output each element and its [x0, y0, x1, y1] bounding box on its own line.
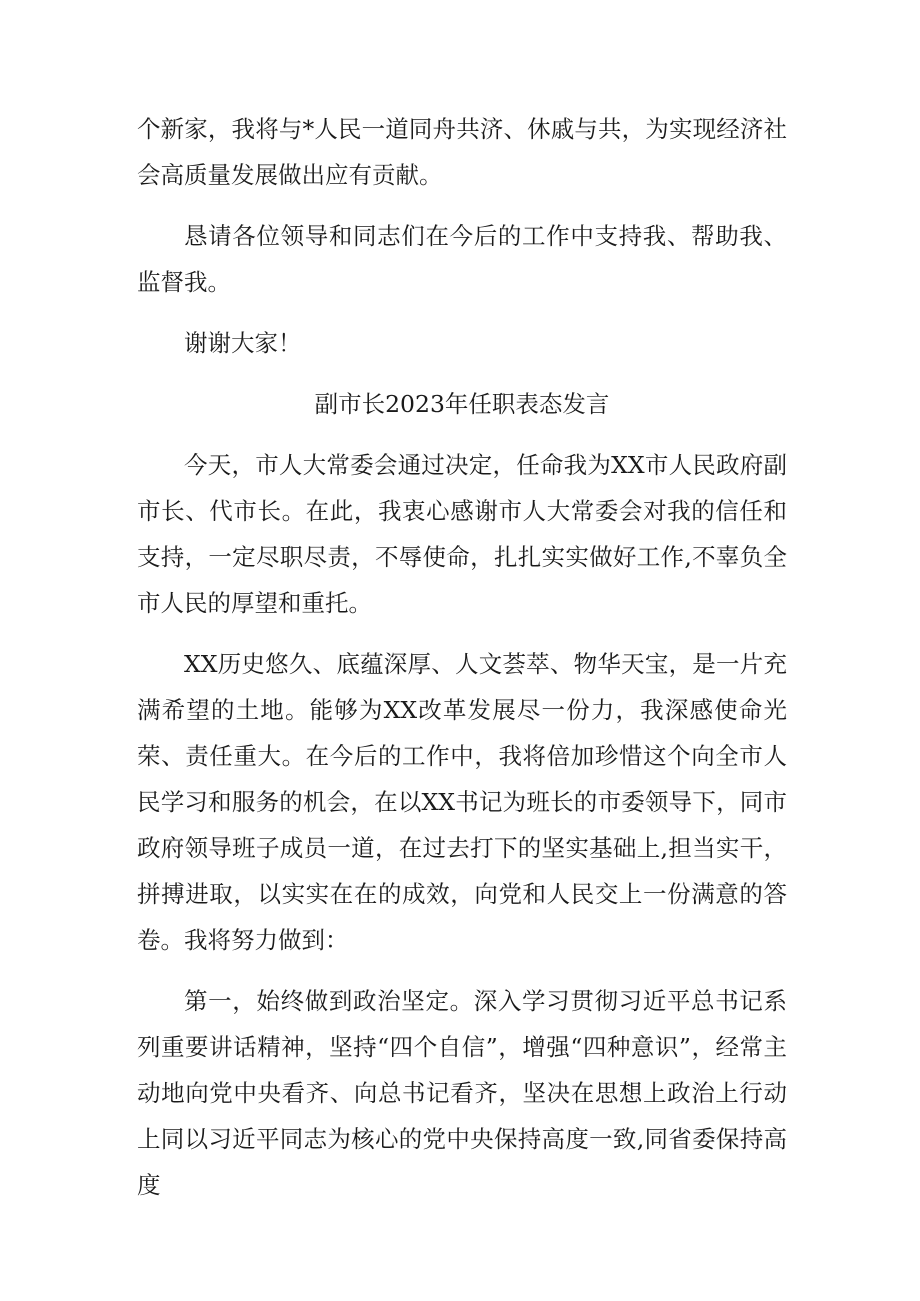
paragraph-thanks: 谢谢大家！ — [184, 329, 302, 357]
paragraph-request: 恳请各位领导和同志们在今后的工作中支持我、帮助我、监督我。 — [137, 222, 787, 296]
paragraph-continuation: 个新家，我将与*人民一道同舟共济、休戚与共，为实现经济社会高质量发展做出应有贡献。 — [137, 115, 787, 189]
paragraph-point-one: 第一，始终做到政治坚定。深入学习贯彻习近平总书记系列重要讲话精神，坚持“四个自信”，增强“四种意识”，经常主动地向党中央看齐、向总书记看齐，坚决在思想上政治上行动上同以习近平同志为核心的党中央保持高度一致,同省委保持高度 — [137, 987, 787, 1199]
section-title: 副市长2023年任职表态发言 — [314, 390, 610, 418]
paragraph-city-intro: XX历史悠久、底蕴深厚、人文荟萃、物华天宝，是一片充满希望的土地。能够为XX改革发展尽一份力，我深感使命光荣、责任重大。在今后的工作中，我将倍加珍惜这个向全市人民学习和服务的机会，在以XX书记为班长的市委领导下，同市政府领导班子成员一道，在过去打下的坚实基础上,担当实干，拼搏进取，以实实在在的成效，向党和人民交上一份满意的答卷。我将努力做到： — [137, 650, 787, 954]
document-body — [137, 106, 787, 1208]
paragraph-appointment: 今天，市人大常委会通过决定，任命我为XX市人民政府副市长、代市长。在此，我衷心感谢市人大常委会对我的信任和支持，一定尽职尽责，不辱使命，扎扎实实做好工作,不辜负全市人民的厚望和重托。 — [137, 451, 787, 617]
